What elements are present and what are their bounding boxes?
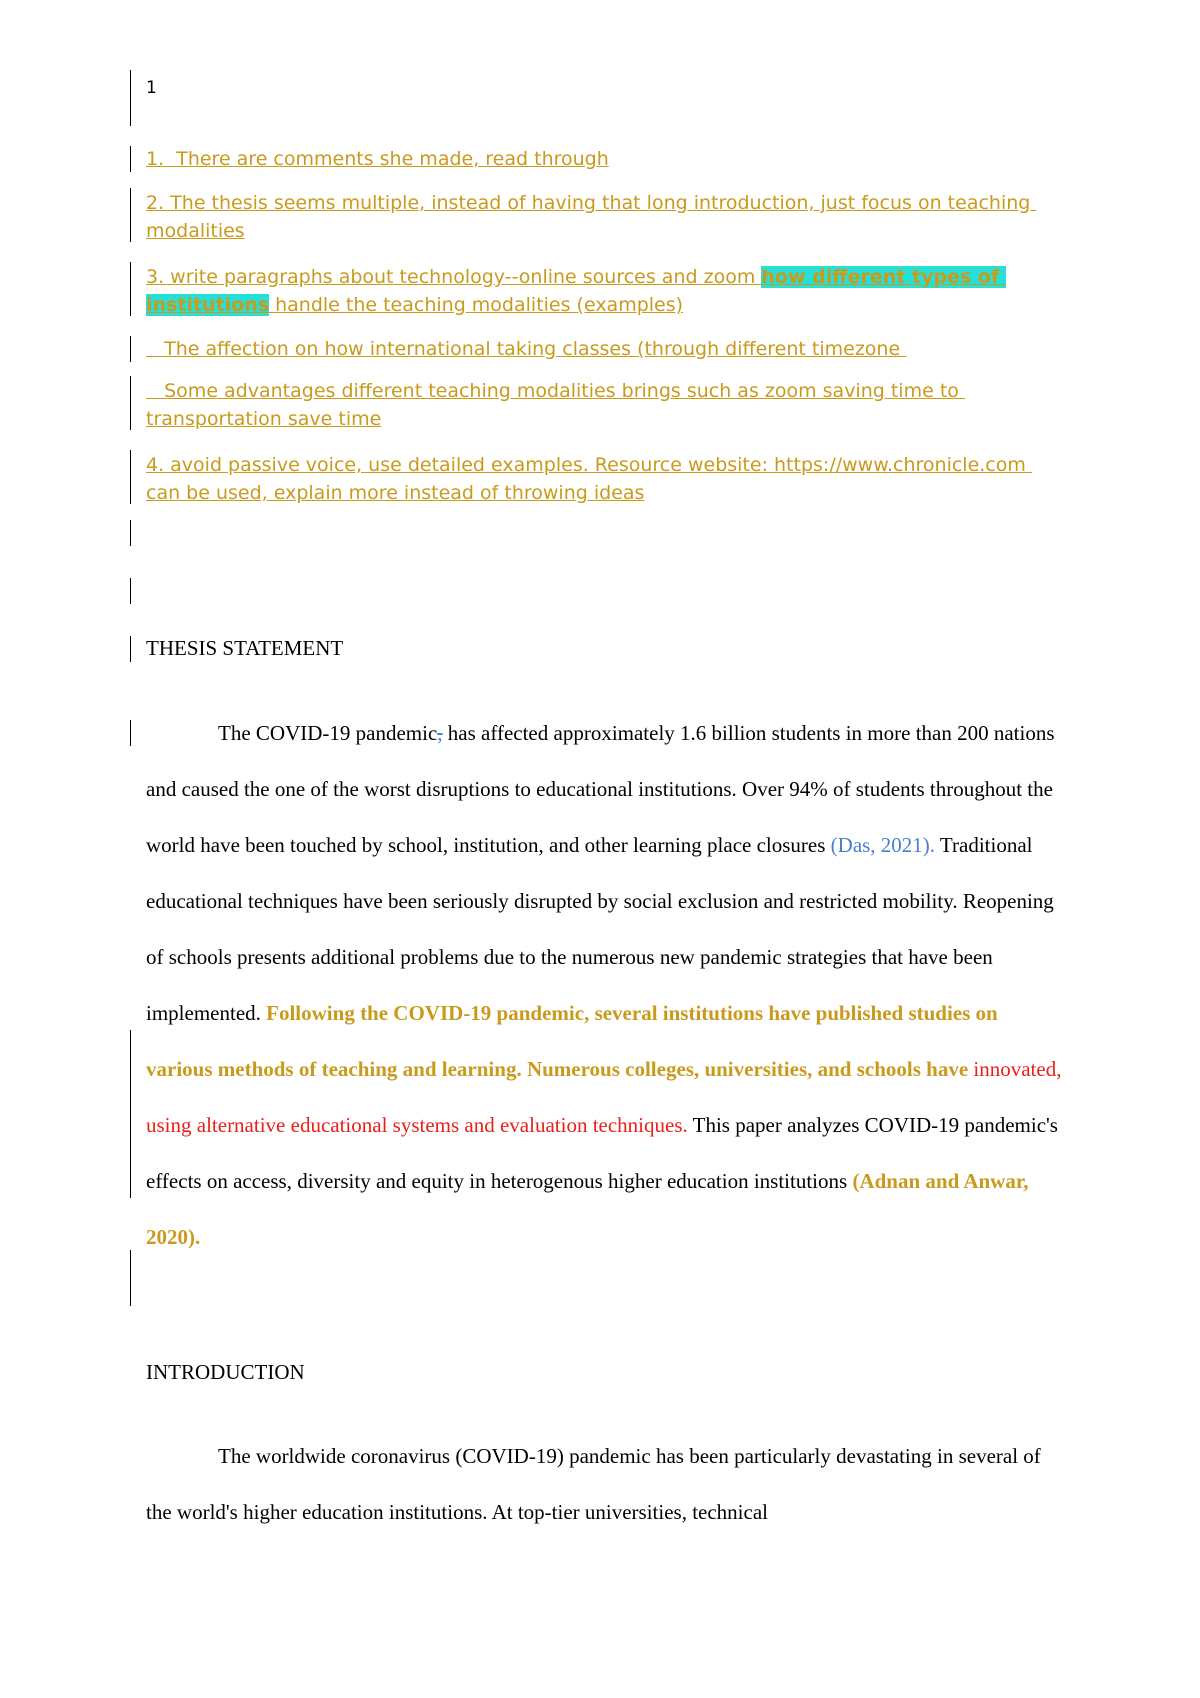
body-text: This paper analyzes COVID-19 pandemic's effects on access, diversity and equity in heterogenous higher education institutions	[146, 1113, 1058, 1193]
citation: (Adnan and Anwar, 2020).	[146, 1169, 1029, 1249]
change-bar	[130, 262, 131, 316]
body-text: The COVID-19 pandemic	[218, 721, 438, 745]
thesis-paragraph	[146, 705, 1066, 1265]
highlighted-text: how different types of institutions	[146, 266, 1006, 316]
intro-paragraph	[146, 1428, 1066, 1540]
change-bar	[130, 636, 131, 662]
review-note-text: 3. write paragraphs about technology--online sources and zoom	[146, 266, 762, 288]
change-bar	[130, 1250, 131, 1306]
body-text: Traditional educational techniques have been seriously disrupted by social exclusion and restricted mobility. Reopening of schools presents additional problems due to the numerous new pandemic strategies that have been implemented.	[146, 833, 1054, 1025]
change-bar	[130, 376, 131, 430]
inserted-text: Following the COVID-19 pandemic, several institutions have published studies on various methods of teaching and learning. Numerous colleges, universities, and schools have	[146, 1001, 998, 1081]
change-bar	[130, 146, 131, 172]
page-number: 1	[146, 78, 157, 98]
change-bar	[130, 520, 131, 546]
change-bar	[130, 450, 131, 504]
review-note-text: handle the teaching modalities (examples)	[269, 294, 684, 316]
review-note: The affection on how international taking classes (through different timezone	[146, 338, 907, 360]
section-heading: THESIS STATEMENT	[146, 636, 344, 660]
change-bar	[130, 720, 131, 746]
revised-text: innovated, using alternative educational systems and evaluation techniques.	[146, 1057, 1062, 1137]
change-bar	[130, 578, 131, 604]
review-note: Some advantages different teaching modalities brings such as zoom saving time to transportation save time	[146, 380, 965, 430]
deleted-text: ,	[437, 721, 443, 745]
change-bar	[130, 336, 131, 362]
body-text: has affected approximately 1.6 billion students in more than 200 nations and caused the one of the worst disruptions to educational institutions. Over 94% of students throughout the world have been touched by school, institution, and other learning place closures	[146, 721, 1055, 857]
review-note: 1. There are comments she made, read through	[146, 148, 609, 170]
change-bar	[130, 1030, 131, 1198]
review-note: 2. The thesis seems multiple, instead of having that long introduction, just focus on teaching modalities	[146, 192, 1037, 242]
citation: (Das, 2021).	[830, 833, 936, 857]
review-note	[146, 263, 1066, 319]
change-bar	[130, 188, 131, 242]
change-bar	[130, 70, 131, 126]
section-heading: INTRODUCTION	[146, 1360, 305, 1384]
body-text: The worldwide coronavirus (COVID-19) pandemic has been particularly devastating in several of the world's higher education institutions. At top-tier universities, technical	[146, 1444, 1041, 1524]
review-note: 4. avoid passive voice, use detailed examples. Resource website: https://www.chronicle.com can be used, explain more instead of throwing ideas	[146, 454, 1032, 504]
